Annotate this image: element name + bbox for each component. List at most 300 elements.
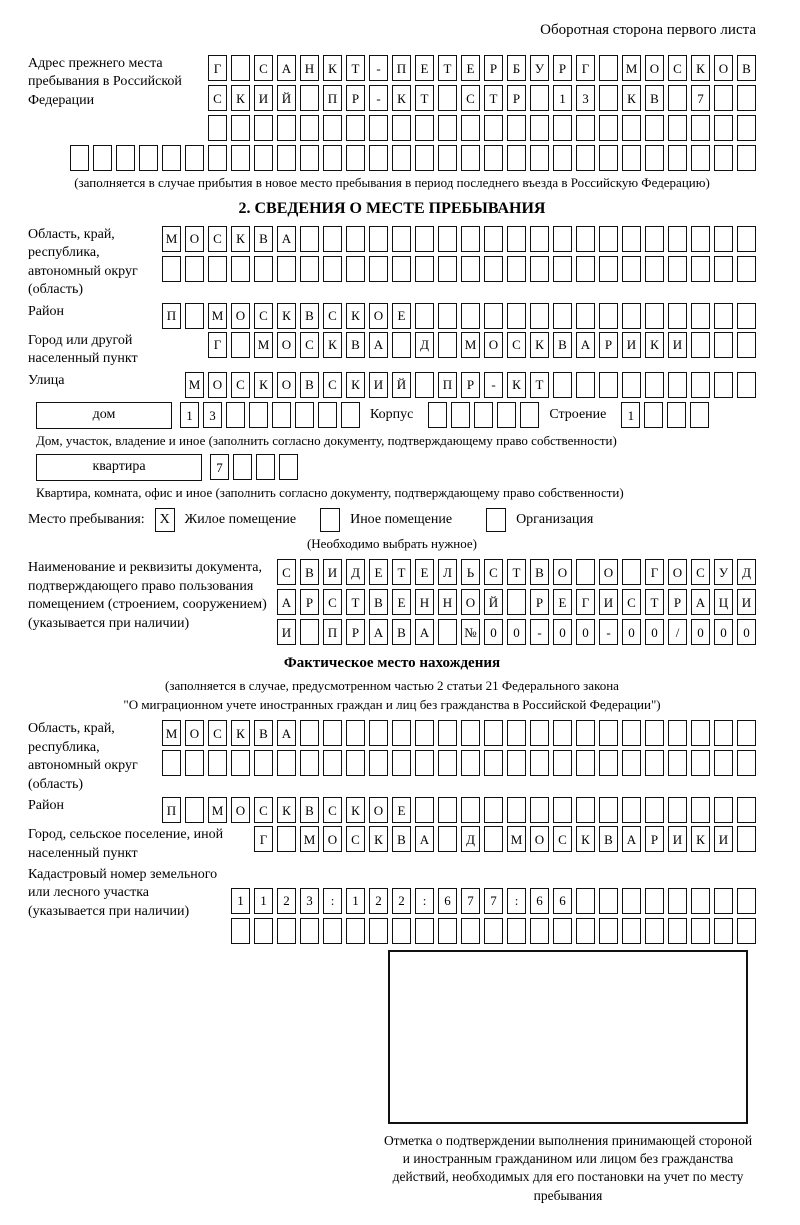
char-cell[interactable]: [599, 750, 618, 776]
char-cell[interactable]: [737, 888, 756, 914]
char-cell[interactable]: [484, 145, 503, 171]
char-cell[interactable]: [714, 226, 733, 252]
char-cell[interactable]: [668, 115, 687, 141]
char-cell[interactable]: Ь: [461, 559, 480, 585]
char-cell[interactable]: Е: [461, 55, 480, 81]
char-cell[interactable]: [231, 115, 250, 141]
char-cell[interactable]: [392, 332, 411, 358]
char-cell[interactable]: К: [530, 332, 549, 358]
char-cell[interactable]: [185, 797, 204, 823]
char-cell[interactable]: [622, 888, 641, 914]
char-cell[interactable]: [576, 226, 595, 252]
char-cell[interactable]: [691, 256, 710, 282]
char-cell[interactable]: [507, 145, 526, 171]
char-cell[interactable]: -: [530, 619, 549, 645]
char-cell[interactable]: [392, 145, 411, 171]
char-cell[interactable]: [507, 750, 526, 776]
char-cell[interactable]: Р: [530, 589, 549, 615]
char-cell[interactable]: [507, 720, 526, 746]
char-cell[interactable]: [507, 115, 526, 141]
char-cell[interactable]: [392, 115, 411, 141]
char-cell[interactable]: [737, 332, 756, 358]
char-cell[interactable]: [737, 226, 756, 252]
char-cell[interactable]: С: [691, 559, 710, 585]
char-cell[interactable]: [277, 750, 296, 776]
char-cell[interactable]: 1: [346, 888, 365, 914]
char-cell[interactable]: [428, 402, 447, 428]
char-cell[interactable]: [415, 797, 434, 823]
char-cell[interactable]: [645, 720, 664, 746]
char-cell[interactable]: [254, 918, 273, 944]
char-cell[interactable]: [277, 115, 296, 141]
char-cell[interactable]: [415, 918, 434, 944]
char-cell[interactable]: [737, 115, 756, 141]
char-cell[interactable]: К: [231, 226, 250, 252]
char-cell[interactable]: [530, 115, 549, 141]
char-cell[interactable]: [668, 372, 687, 398]
char-cell[interactable]: Д: [346, 559, 365, 585]
char-cell[interactable]: :: [323, 888, 342, 914]
char-cell[interactable]: О: [714, 55, 733, 81]
char-cell[interactable]: [507, 797, 526, 823]
char-cell[interactable]: [622, 797, 641, 823]
char-cell[interactable]: [645, 226, 664, 252]
char-cell[interactable]: [277, 918, 296, 944]
char-cell[interactable]: [323, 226, 342, 252]
char-cell[interactable]: [530, 145, 549, 171]
char-cell[interactable]: [530, 303, 549, 329]
char-cell[interactable]: [484, 115, 503, 141]
char-cell[interactable]: [599, 372, 618, 398]
char-cell[interactable]: -: [369, 85, 388, 111]
char-cell[interactable]: Р: [599, 332, 618, 358]
char-cell[interactable]: [737, 720, 756, 746]
char-cell[interactable]: К: [507, 372, 526, 398]
char-cell[interactable]: Й: [392, 372, 411, 398]
char-cell[interactable]: [737, 303, 756, 329]
char-cell[interactable]: С: [254, 55, 273, 81]
char-cell[interactable]: [323, 918, 342, 944]
char-cell[interactable]: Т: [415, 85, 434, 111]
char-cell[interactable]: Е: [392, 589, 411, 615]
char-cell[interactable]: 1: [621, 402, 640, 428]
char-cell[interactable]: Р: [346, 619, 365, 645]
char-cell[interactable]: -: [599, 619, 618, 645]
char-cell[interactable]: К: [691, 55, 710, 81]
char-cell[interactable]: Н: [415, 589, 434, 615]
char-cell[interactable]: Е: [392, 797, 411, 823]
char-cell[interactable]: [530, 85, 549, 111]
char-cell[interactable]: И: [668, 332, 687, 358]
char-cell[interactable]: [484, 797, 503, 823]
char-cell[interactable]: [438, 619, 457, 645]
char-cell[interactable]: А: [277, 589, 296, 615]
char-cell[interactable]: В: [392, 826, 411, 852]
char-cell[interactable]: [737, 918, 756, 944]
char-cell[interactable]: [530, 918, 549, 944]
char-cell[interactable]: Н: [300, 55, 319, 81]
char-cell[interactable]: Г: [576, 589, 595, 615]
char-cell[interactable]: [668, 720, 687, 746]
char-cell[interactable]: М: [507, 826, 526, 852]
char-cell[interactable]: [691, 797, 710, 823]
char-cell[interactable]: [691, 918, 710, 944]
char-cell[interactable]: [645, 145, 664, 171]
char-cell[interactable]: С: [300, 332, 319, 358]
char-cell[interactable]: [392, 918, 411, 944]
char-cell[interactable]: [553, 720, 572, 746]
char-cell[interactable]: [622, 720, 641, 746]
char-cell[interactable]: [553, 797, 572, 823]
char-cell[interactable]: [208, 256, 227, 282]
char-cell[interactable]: [691, 303, 710, 329]
char-cell[interactable]: [645, 750, 664, 776]
char-cell[interactable]: В: [392, 619, 411, 645]
char-cell[interactable]: [231, 145, 250, 171]
char-cell[interactable]: [438, 303, 457, 329]
char-cell[interactable]: [576, 256, 595, 282]
char-cell[interactable]: Е: [392, 303, 411, 329]
char-cell[interactable]: Т: [392, 559, 411, 585]
char-cell[interactable]: [553, 750, 572, 776]
char-cell[interactable]: О: [231, 303, 250, 329]
char-cell[interactable]: [737, 826, 756, 852]
char-cell[interactable]: [714, 256, 733, 282]
char-cell[interactable]: М: [162, 226, 181, 252]
char-cell[interactable]: [346, 918, 365, 944]
char-cell[interactable]: А: [277, 226, 296, 252]
char-cell[interactable]: [484, 720, 503, 746]
char-cell[interactable]: [484, 226, 503, 252]
char-cell[interactable]: [277, 145, 296, 171]
char-cell[interactable]: [438, 332, 457, 358]
char-cell[interactable]: Л: [438, 559, 457, 585]
char-cell[interactable]: М: [208, 303, 227, 329]
char-cell[interactable]: Р: [484, 55, 503, 81]
char-cell[interactable]: [714, 720, 733, 746]
char-cell[interactable]: [369, 750, 388, 776]
char-cell[interactable]: [162, 145, 181, 171]
char-cell[interactable]: И: [737, 589, 756, 615]
char-cell[interactable]: [622, 256, 641, 282]
char-cell[interactable]: К: [576, 826, 595, 852]
char-cell[interactable]: [438, 115, 457, 141]
char-cell[interactable]: [451, 402, 470, 428]
char-cell[interactable]: [714, 332, 733, 358]
char-cell[interactable]: [691, 888, 710, 914]
char-cell[interactable]: [231, 750, 250, 776]
char-cell[interactable]: [576, 559, 595, 585]
char-cell[interactable]: [668, 797, 687, 823]
char-cell[interactable]: [668, 256, 687, 282]
char-cell[interactable]: П: [162, 797, 181, 823]
char-cell[interactable]: В: [369, 589, 388, 615]
char-cell[interactable]: [691, 750, 710, 776]
char-cell[interactable]: А: [415, 826, 434, 852]
char-cell[interactable]: [438, 256, 457, 282]
char-cell[interactable]: [599, 918, 618, 944]
char-cell[interactable]: [576, 720, 595, 746]
char-cell[interactable]: В: [553, 332, 572, 358]
char-cell[interactable]: [599, 256, 618, 282]
char-cell[interactable]: С: [277, 559, 296, 585]
char-cell[interactable]: [323, 115, 342, 141]
char-cell[interactable]: В: [300, 372, 319, 398]
char-cell[interactable]: О: [323, 826, 342, 852]
char-cell[interactable]: [300, 85, 319, 111]
char-cell[interactable]: [162, 256, 181, 282]
stay-type-checkbox-residential[interactable]: X: [155, 508, 175, 532]
char-cell[interactable]: А: [415, 619, 434, 645]
char-cell[interactable]: Ц: [714, 589, 733, 615]
char-cell[interactable]: [714, 750, 733, 776]
char-cell[interactable]: [599, 85, 618, 111]
char-cell[interactable]: Е: [553, 589, 572, 615]
char-cell[interactable]: [553, 918, 572, 944]
char-cell[interactable]: [346, 720, 365, 746]
char-cell[interactable]: [369, 226, 388, 252]
char-cell[interactable]: [461, 145, 480, 171]
char-cell[interactable]: С: [323, 303, 342, 329]
char-cell[interactable]: [254, 750, 273, 776]
char-cell[interactable]: А: [277, 55, 296, 81]
char-cell[interactable]: [668, 888, 687, 914]
char-cell[interactable]: С: [323, 372, 342, 398]
char-cell[interactable]: [277, 256, 296, 282]
char-cell[interactable]: 0: [714, 619, 733, 645]
char-cell[interactable]: №: [461, 619, 480, 645]
char-cell[interactable]: [691, 226, 710, 252]
char-cell[interactable]: [346, 115, 365, 141]
char-cell[interactable]: О: [484, 332, 503, 358]
char-cell[interactable]: :: [415, 888, 434, 914]
char-cell[interactable]: 3: [576, 85, 595, 111]
char-cell[interactable]: 6: [553, 888, 572, 914]
char-cell[interactable]: 1: [254, 888, 273, 914]
char-cell[interactable]: В: [254, 226, 273, 252]
char-cell[interactable]: [644, 402, 663, 428]
char-cell[interactable]: [668, 145, 687, 171]
char-cell[interactable]: Р: [300, 589, 319, 615]
char-cell[interactable]: [599, 226, 618, 252]
char-cell[interactable]: [599, 888, 618, 914]
char-cell[interactable]: [714, 797, 733, 823]
char-cell[interactable]: [576, 750, 595, 776]
char-cell[interactable]: Г: [208, 55, 227, 81]
char-cell[interactable]: :: [507, 888, 526, 914]
char-cell[interactable]: [415, 303, 434, 329]
char-cell[interactable]: А: [622, 826, 641, 852]
char-cell[interactable]: Н: [438, 589, 457, 615]
char-cell[interactable]: У: [530, 55, 549, 81]
char-cell[interactable]: [530, 750, 549, 776]
char-cell[interactable]: О: [668, 559, 687, 585]
char-cell[interactable]: [530, 797, 549, 823]
char-cell[interactable]: М: [461, 332, 480, 358]
char-cell[interactable]: [484, 826, 503, 852]
char-cell[interactable]: П: [438, 372, 457, 398]
char-cell[interactable]: [599, 145, 618, 171]
stay-type-checkbox-organization[interactable]: [486, 508, 506, 532]
char-cell[interactable]: [645, 797, 664, 823]
char-cell[interactable]: [576, 303, 595, 329]
char-cell[interactable]: В: [599, 826, 618, 852]
char-cell[interactable]: [295, 402, 314, 428]
char-cell[interactable]: 0: [645, 619, 664, 645]
char-cell[interactable]: [737, 372, 756, 398]
char-cell[interactable]: [346, 145, 365, 171]
char-cell[interactable]: [415, 145, 434, 171]
char-cell[interactable]: [318, 402, 337, 428]
char-cell[interactable]: [484, 256, 503, 282]
char-cell[interactable]: 2: [369, 888, 388, 914]
char-cell[interactable]: [668, 750, 687, 776]
char-cell[interactable]: [599, 720, 618, 746]
char-cell[interactable]: [530, 226, 549, 252]
char-cell[interactable]: [415, 750, 434, 776]
char-cell[interactable]: [484, 918, 503, 944]
char-cell[interactable]: [690, 402, 709, 428]
char-cell[interactable]: [645, 888, 664, 914]
char-cell[interactable]: [737, 145, 756, 171]
char-cell[interactable]: Е: [415, 559, 434, 585]
char-cell[interactable]: 0: [576, 619, 595, 645]
char-cell[interactable]: [185, 256, 204, 282]
char-cell[interactable]: [300, 720, 319, 746]
char-cell[interactable]: [231, 332, 250, 358]
char-cell[interactable]: К: [369, 826, 388, 852]
char-cell[interactable]: О: [553, 559, 572, 585]
char-cell[interactable]: К: [346, 372, 365, 398]
char-cell[interactable]: С: [323, 797, 342, 823]
char-cell[interactable]: Р: [553, 55, 572, 81]
char-cell[interactable]: К: [346, 303, 365, 329]
char-cell[interactable]: [392, 226, 411, 252]
char-cell[interactable]: С: [461, 85, 480, 111]
char-cell[interactable]: [277, 826, 296, 852]
char-cell[interactable]: [714, 888, 733, 914]
char-cell[interactable]: О: [369, 797, 388, 823]
stay-type-checkbox-other[interactable]: [320, 508, 340, 532]
char-cell[interactable]: А: [277, 720, 296, 746]
char-cell[interactable]: К: [231, 85, 250, 111]
char-cell[interactable]: [576, 145, 595, 171]
char-cell[interactable]: К: [645, 332, 664, 358]
char-cell[interactable]: А: [369, 619, 388, 645]
char-cell[interactable]: К: [231, 720, 250, 746]
char-cell[interactable]: 3: [203, 402, 222, 428]
char-cell[interactable]: [461, 720, 480, 746]
char-cell[interactable]: [576, 372, 595, 398]
char-cell[interactable]: В: [300, 797, 319, 823]
char-cell[interactable]: [323, 145, 342, 171]
char-cell[interactable]: И: [599, 589, 618, 615]
char-cell[interactable]: [553, 256, 572, 282]
char-cell[interactable]: Р: [668, 589, 687, 615]
char-cell[interactable]: В: [300, 303, 319, 329]
char-cell[interactable]: О: [369, 303, 388, 329]
char-cell[interactable]: [162, 750, 181, 776]
char-cell[interactable]: [530, 256, 549, 282]
char-cell[interactable]: [70, 145, 89, 171]
char-cell[interactable]: [691, 720, 710, 746]
char-cell[interactable]: Т: [346, 55, 365, 81]
char-cell[interactable]: [415, 372, 434, 398]
char-cell[interactable]: С: [231, 372, 250, 398]
char-cell[interactable]: В: [645, 85, 664, 111]
char-cell[interactable]: [300, 256, 319, 282]
char-cell[interactable]: [438, 826, 457, 852]
char-cell[interactable]: И: [254, 85, 273, 111]
char-cell[interactable]: [507, 589, 526, 615]
char-cell[interactable]: [576, 797, 595, 823]
char-cell[interactable]: 1: [553, 85, 572, 111]
char-cell[interactable]: [599, 303, 618, 329]
char-cell[interactable]: [622, 918, 641, 944]
char-cell[interactable]: К: [691, 826, 710, 852]
char-cell[interactable]: [346, 226, 365, 252]
char-cell[interactable]: М: [162, 720, 181, 746]
char-cell[interactable]: 0: [553, 619, 572, 645]
char-cell[interactable]: Д: [415, 332, 434, 358]
char-cell[interactable]: /: [668, 619, 687, 645]
char-cell[interactable]: [622, 372, 641, 398]
char-cell[interactable]: Б: [507, 55, 526, 81]
char-cell[interactable]: О: [208, 372, 227, 398]
char-cell[interactable]: Т: [438, 55, 457, 81]
char-cell[interactable]: Е: [369, 559, 388, 585]
char-cell[interactable]: К: [323, 332, 342, 358]
char-cell[interactable]: И: [323, 559, 342, 585]
char-cell[interactable]: [438, 85, 457, 111]
char-cell[interactable]: С: [507, 332, 526, 358]
char-cell[interactable]: И: [714, 826, 733, 852]
char-cell[interactable]: [369, 145, 388, 171]
char-cell[interactable]: О: [461, 589, 480, 615]
char-cell[interactable]: А: [691, 589, 710, 615]
char-cell[interactable]: [576, 918, 595, 944]
char-cell[interactable]: [300, 619, 319, 645]
char-cell[interactable]: [667, 402, 686, 428]
char-cell[interactable]: [323, 720, 342, 746]
char-cell[interactable]: О: [277, 372, 296, 398]
char-cell[interactable]: С: [254, 797, 273, 823]
char-cell[interactable]: [645, 303, 664, 329]
char-cell[interactable]: О: [599, 559, 618, 585]
char-cell[interactable]: 1: [180, 402, 199, 428]
char-cell[interactable]: [497, 402, 516, 428]
char-cell[interactable]: [461, 115, 480, 141]
char-cell[interactable]: М: [208, 797, 227, 823]
char-cell[interactable]: [668, 85, 687, 111]
char-cell[interactable]: [474, 402, 493, 428]
char-cell[interactable]: М: [300, 826, 319, 852]
char-cell[interactable]: [116, 145, 135, 171]
char-cell[interactable]: С: [668, 55, 687, 81]
char-cell[interactable]: 0: [507, 619, 526, 645]
char-cell[interactable]: [599, 115, 618, 141]
char-cell[interactable]: В: [254, 720, 273, 746]
char-cell[interactable]: [249, 402, 268, 428]
char-cell[interactable]: К: [323, 55, 342, 81]
char-cell[interactable]: 0: [737, 619, 756, 645]
char-cell[interactable]: [392, 720, 411, 746]
char-cell[interactable]: [369, 720, 388, 746]
char-cell[interactable]: [622, 145, 641, 171]
char-cell[interactable]: [323, 750, 342, 776]
char-cell[interactable]: [208, 750, 227, 776]
char-cell[interactable]: О: [530, 826, 549, 852]
